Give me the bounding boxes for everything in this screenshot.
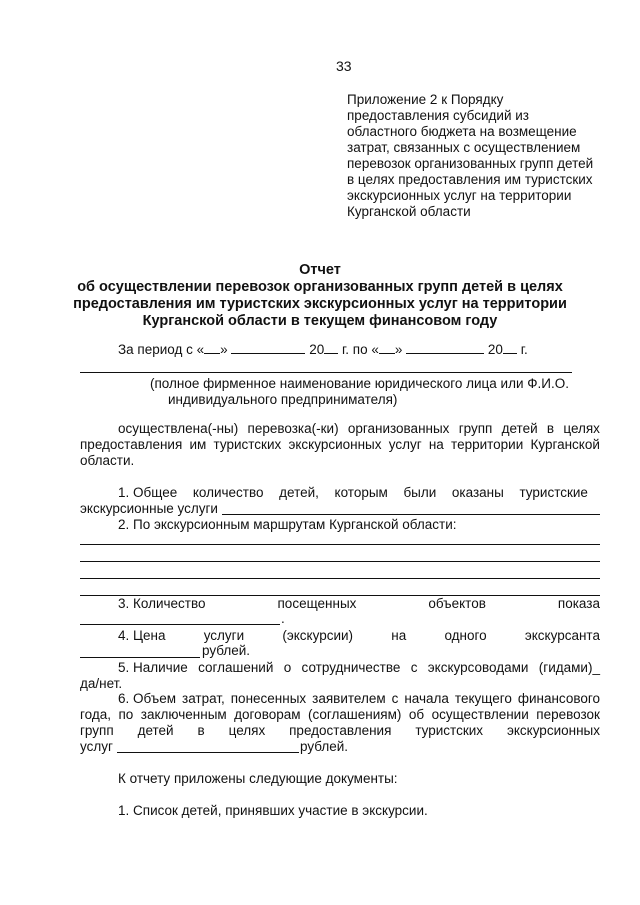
report-title: Отчет <box>299 262 341 278</box>
period-month-blank <box>406 353 484 354</box>
word: о <box>283 660 292 675</box>
word: туристские <box>519 485 588 500</box>
item-4-blank <box>80 657 200 658</box>
word: были <box>403 485 437 500</box>
word: осуществлении <box>431 707 529 722</box>
word: (соглашениям) <box>308 707 402 722</box>
word: групп <box>80 723 114 738</box>
word: по <box>118 707 134 722</box>
annex-line: Курганской области <box>347 204 471 219</box>
period-year-blank <box>503 353 517 354</box>
item-1-blank <box>222 514 600 515</box>
word: услуги <box>203 628 245 643</box>
word: посещенных <box>277 596 357 611</box>
period-year-suffix: г. <box>520 342 528 357</box>
word: экскурсанта <box>524 628 600 643</box>
item-4-end: рублей. <box>202 643 251 658</box>
word: 3. Количество <box>118 596 206 611</box>
word: финансового <box>517 691 600 706</box>
word: заявителем <box>312 691 386 706</box>
word: которым <box>334 485 388 500</box>
period-month-blank <box>231 353 305 354</box>
word: экскурсионных <box>506 723 600 738</box>
item-4-line <box>118 628 600 644</box>
attachments-item: 1. Список детей, принявших участие в экскурсии. <box>118 803 428 818</box>
word: перевозок <box>536 707 600 722</box>
word: сотрудничестве <box>301 660 401 675</box>
word: им <box>189 437 207 452</box>
word: на <box>391 628 407 643</box>
word: перевозка(-ки) <box>247 421 339 436</box>
word: экскурсионных <box>288 437 382 452</box>
item-1-line: экскурсионные услуги <box>80 501 218 516</box>
word: соглашений <box>198 660 274 675</box>
word: 5. Наличие <box>118 660 188 675</box>
word: целях <box>228 723 266 738</box>
period-day-blank <box>204 353 220 354</box>
word: понесенных <box>230 691 307 706</box>
attachments-heading: К отчету приложены следующие документы: <box>118 771 398 786</box>
item-6-blank <box>117 752 299 753</box>
period-prefix: За период с « <box>118 342 205 357</box>
word: количество <box>192 485 264 500</box>
period-line <box>118 342 528 358</box>
period-year-blank <box>324 353 338 354</box>
intro-line <box>80 437 600 453</box>
entity-name-line <box>80 372 572 373</box>
period-day-blank <box>379 353 395 354</box>
word: одного <box>444 628 487 643</box>
word: 4. Цена <box>118 628 166 643</box>
word: с <box>410 660 418 675</box>
intro-line: области. <box>80 453 135 468</box>
period-year-prefix: 20 <box>487 342 503 357</box>
word: территории <box>451 437 524 452</box>
item-5-line: да/нет. <box>80 676 123 691</box>
word: детей <box>137 723 174 738</box>
word: с <box>391 691 399 706</box>
word: показа <box>557 596 600 611</box>
page-number: 33 <box>336 58 352 74</box>
word: в <box>546 421 555 436</box>
item-6-line-end: рублей. <box>300 739 349 754</box>
period-to: г. по « <box>341 342 379 357</box>
word: начала <box>404 691 449 706</box>
item-1-line <box>118 485 588 501</box>
annex-line: областного бюджета на возмещение <box>347 124 577 139</box>
intro-line <box>118 421 600 437</box>
word: экскурсоводами <box>427 660 529 675</box>
word: затрат, <box>182 691 225 706</box>
word: предоставления <box>80 437 183 452</box>
annex-header <box>347 92 607 220</box>
entity-caption-line: (полное фирменное наименование юридического лица или Ф.И.О. <box>150 376 569 391</box>
period-quote: » <box>394 342 403 357</box>
item-2-blank <box>80 561 600 562</box>
item-2-blank <box>80 578 600 579</box>
word: заключенным <box>140 707 227 722</box>
report-subtitle-line: предоставления им туристских экскурсионных услуг на территории <box>73 296 567 312</box>
word: услуг <box>388 437 422 452</box>
word: текущего <box>454 691 512 706</box>
word: оказаны <box>451 485 504 500</box>
word: детей <box>501 421 538 436</box>
report-subtitle-line: об осуществлении перевозок организованных групп детей в целях <box>77 279 563 295</box>
word: (гидами)_ <box>538 660 600 675</box>
word: договорам <box>234 707 301 722</box>
item-6-line <box>80 723 600 739</box>
word: групп <box>458 421 493 436</box>
period-quote: » <box>220 342 228 357</box>
word: туристских <box>213 437 282 452</box>
item-2-line: 2. По экскурсионным маршрутам Курганской области: <box>118 517 457 532</box>
item-6-line <box>118 691 600 707</box>
word: объектов <box>428 596 486 611</box>
word: в <box>197 723 205 738</box>
word: 1. Общее <box>118 485 178 500</box>
word: осуществлена(-ны) <box>118 421 239 436</box>
word: детей, <box>279 485 319 500</box>
word: года, <box>80 707 111 722</box>
word: целях <box>563 421 600 436</box>
word: (экскурсии) <box>282 628 354 643</box>
annex-line: затрат, связанных с осуществлением <box>347 140 581 155</box>
item-2-blank <box>80 544 600 545</box>
item-3-blank <box>80 624 280 625</box>
annex-line: экскурсионных услуг на территории <box>347 188 572 203</box>
word: предоставления <box>289 723 392 738</box>
item-6-line-start: услуг <box>80 739 113 754</box>
word: на <box>428 437 444 452</box>
annex-line: Приложение 2 к Порядку <box>347 92 504 107</box>
entity-caption-line: индивидуального предпринимателя) <box>168 392 398 407</box>
annex-line: предоставления субсидий из <box>347 108 529 123</box>
period-year-prefix: 20 <box>309 342 325 357</box>
word: 6. Объем <box>118 691 177 706</box>
word: организованных <box>347 421 450 436</box>
report-subtitle-line: Курганской области в текущем финансовом году <box>142 313 498 329</box>
word: об <box>408 707 425 722</box>
item-5-line <box>118 660 600 676</box>
annex-line: перевозок организованных групп детей <box>347 156 594 171</box>
annex-line: в целях предоставления им туристских <box>347 172 593 187</box>
item-3-line <box>118 596 600 612</box>
word: туристских <box>415 723 484 738</box>
item-6-line <box>80 707 600 723</box>
item-3-end: . <box>281 611 285 626</box>
word: Курганской <box>530 437 600 452</box>
